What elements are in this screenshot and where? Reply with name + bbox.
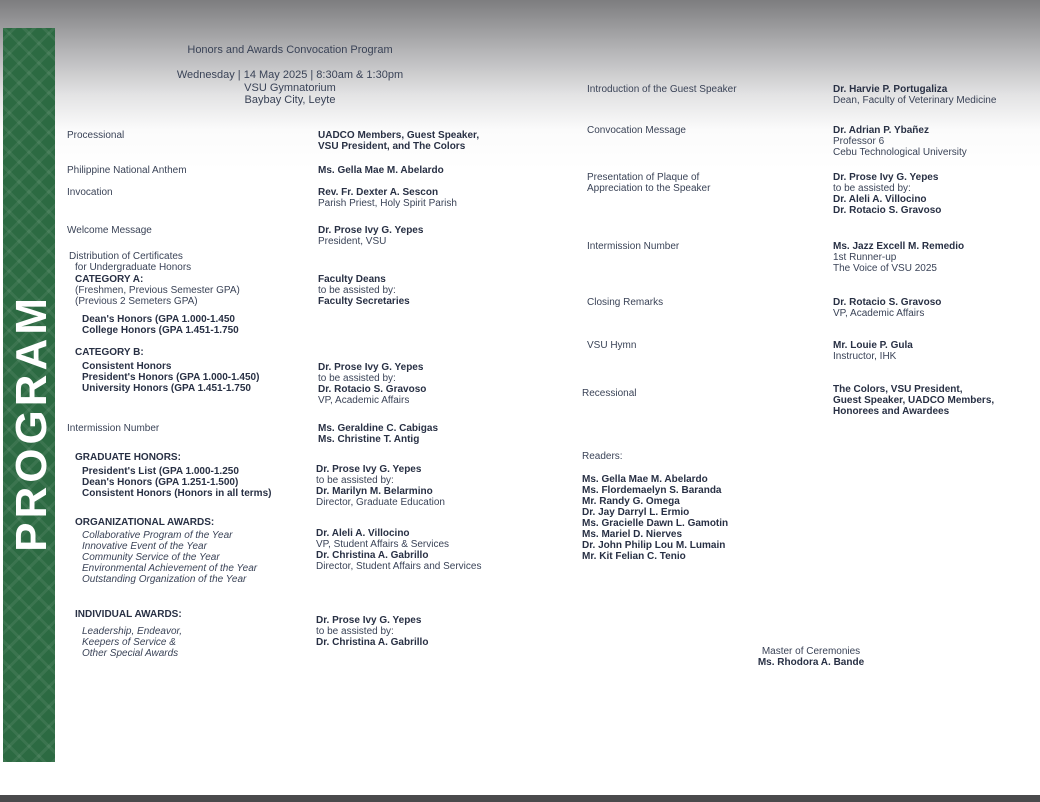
hymn-by: Mr. Louie P. Gula Instructor, IHK [833, 340, 913, 362]
invocation-label: Invocation [67, 187, 113, 198]
readers-list [582, 474, 728, 562]
location: Baybay City, Leyte [244, 94, 336, 106]
reader-name: Ms. Flordemaelyn S. Baranda [582, 485, 722, 496]
category-b-honors: Consistent Honors President's Honors (GPA 1.000-1.450) University Honors (GPA 1.451-1.750 [82, 361, 260, 394]
convocation-label: Convocation Message [587, 125, 686, 136]
org-awards-by: Dr. Aleli A. Villocino VP, Student Affairs & Services Dr. Christina A. Gabrillo Director, Student Affairs and Services [316, 528, 482, 572]
intro-by: Dr. Harvie P. Portugaliza Dean, Faculty of Veterinary Medicine [833, 84, 997, 106]
category-b-by: Dr. Prose Ivy G. Yepes to be assisted by: Dr. Rotacio S. Gravoso VP, Academic Affairs [318, 362, 427, 406]
mc-label: Master of Ceremonies [761, 646, 861, 657]
invocation-by: Rev. Fr. Dexter A. Sescon Parish Priest, Holy Spirit Parish [318, 187, 457, 209]
closing-by: Dr. Rotacio S. Gravoso VP, Academic Affairs [833, 297, 942, 319]
graduate-honors-list: President's List (GPA 1.000-1.250 Dean's Honors (GPA 1.251-1.500) Consistent Honors (Honors in all terms) [82, 466, 272, 499]
welcome-by: Dr. Prose Ivy G. Yepes President, VSU [318, 225, 424, 247]
processional-label: Processional [67, 130, 125, 141]
intermission-2-label: Intermission Number [587, 241, 680, 252]
reader-name: Ms. Gella Mae M. Abelardo [582, 474, 708, 485]
graduate-honors-by: Dr. Prose Ivy G. Yepes to be assisted by: Dr. Marilyn M. Belarmino Director, Graduate Education [316, 464, 445, 508]
recessional-by: The Colors, VSU President, Guest Speaker, UADCO Members, Honorees and Awardees [833, 384, 995, 417]
intermission-2-by: Ms. Jazz Excell M. Remedio 1st Runner-up The Voice of VSU 2025 [833, 241, 965, 274]
reader-name: Mr. Randy G. Omega [582, 496, 680, 507]
anthem-by: Ms. Gella Mae M. Abelardo [318, 165, 444, 176]
program-title: Honors and Awards Convocation Program [187, 44, 393, 56]
venue: VSU Gymnatorium [244, 82, 336, 94]
closing-label: Closing Remarks [587, 297, 664, 308]
readers-label: Readers: [582, 451, 623, 462]
org-awards-label: ORGANIZATIONAL AWARDS: [75, 517, 215, 528]
distribution-by: Faculty Deans to be assisted by: Faculty Secretaries [318, 274, 410, 307]
individual-awards-list: Leadership, Endeavor, Keepers of Service & Other Special Awards [82, 626, 183, 659]
side-band [3, 28, 55, 762]
intro-label: Introduction of the Guest Speaker [587, 84, 737, 95]
category-b-label: CATEGORY B: [75, 347, 144, 358]
anthem-label: Philippine National Anthem [67, 165, 187, 176]
reader-name: Mr. Kit Felian C. Tenio [582, 551, 686, 562]
bottom-edge [0, 795, 1040, 802]
convocation-by: Dr. Adrian P. Ybañez Professor 6 Cebu Technological University [833, 125, 967, 158]
recessional-label: Recessional [582, 388, 637, 399]
category-a: CATEGORY A: (Freshmen, Previous Semester GPA) (Previous 2 Semeters GPA) [75, 274, 240, 307]
reader-name: Ms. Gracielle Dawn L. Gamotin [582, 518, 729, 529]
plaque-by: Dr. Prose Ivy G. Yepes to be assisted by: Dr. Aleli A. Villocino Dr. Rotacio S. Gravoso [833, 172, 942, 216]
processional-by: UADCO Members, Guest Speaker, VSU President, and The Colors [318, 130, 480, 152]
side-title: PROGRAM [7, 294, 56, 552]
reader-name: Dr. Jay Darryl L. Ermio [582, 507, 690, 518]
plaque-label: Presentation of Plaque of Appreciation to the Speaker [587, 172, 711, 194]
category-a-honors: Dean's Honors (GPA 1.000-1.450 College Honors (GPA 1.451-1.750 [82, 314, 239, 336]
graduate-honors-label: GRADUATE HONORS: [75, 452, 181, 463]
reader-name: Ms. Mariel D. Nierves [582, 529, 683, 540]
distribution-label: Distribution of Certificates for Undergraduate Honors [69, 251, 192, 273]
date-time: Wednesday | 14 May 2025 | 8:30am & 1:30pm [176, 69, 404, 81]
reader-name: Dr. John Philip Lou M. Lumain [582, 540, 726, 551]
mc-name: Ms. Rhodora A. Bande [757, 657, 865, 668]
intermission-by: Ms. Geraldine C. Cabigas Ms. Christine T. Antig [318, 423, 439, 445]
individual-awards-by: Dr. Prose Ivy G. Yepes to be assisted by: Dr. Christina A. Gabrillo [316, 615, 429, 648]
hymn-label: VSU Hymn [587, 340, 637, 351]
org-awards-list: Collaborative Program of the Year Innovative Event of the Year Community Service of the Year Environmental Achievement of the Year Outstanding Organization of the Year [82, 530, 258, 585]
individual-awards-label: INDIVIDUAL AWARDS: [75, 609, 182, 620]
intermission-label: Intermission Number [67, 423, 160, 434]
welcome-label: Welcome Message [67, 225, 152, 236]
